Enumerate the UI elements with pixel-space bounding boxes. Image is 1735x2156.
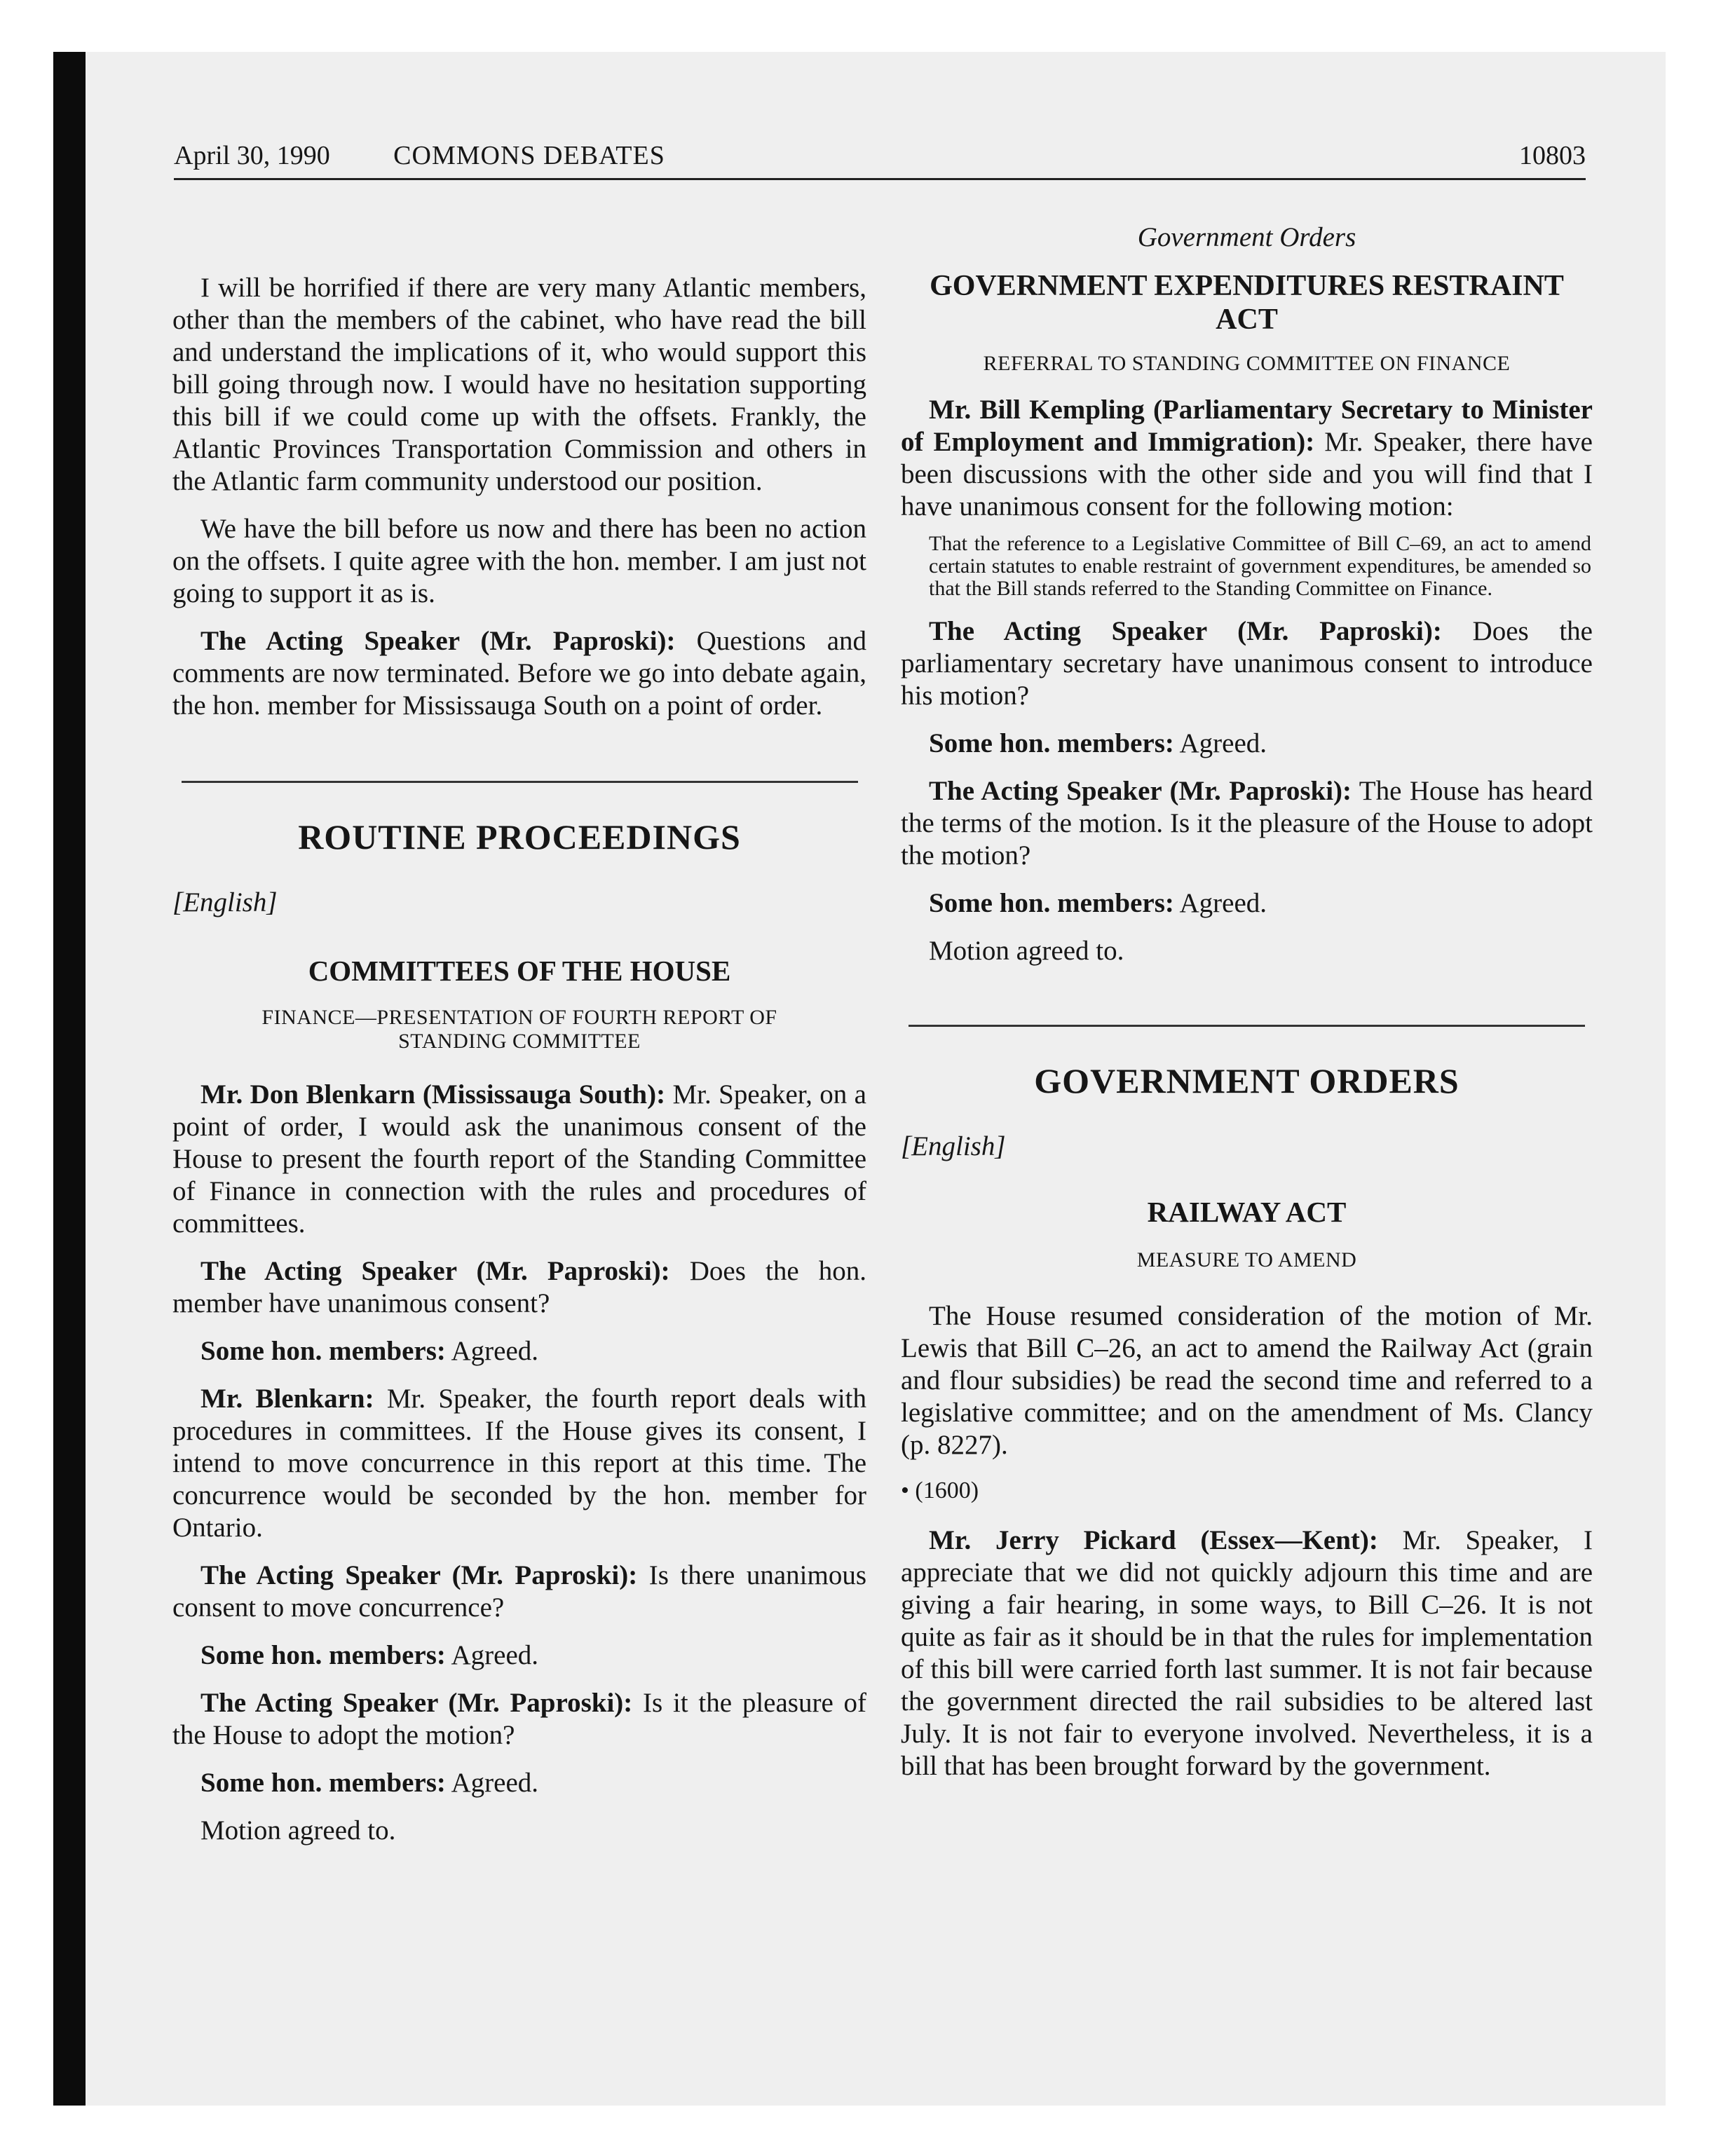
- paragraph: [172, 1639, 866, 1672]
- paragraph: [901, 615, 1593, 712]
- speech-text: Agreed.: [1173, 728, 1267, 758]
- binding-shadow: [53, 52, 86, 2106]
- speaker-name: Mr. Blenkarn:: [200, 1384, 374, 1414]
- speaker-name: The Acting Speaker (Mr. Paproski):: [200, 1560, 638, 1590]
- bill-title: GOVERNMENT EXPENDITURES RESTRAINT ACT: [930, 270, 1564, 336]
- speaker-name: Some hon. members:: [929, 728, 1174, 758]
- speech-text: Is it the pleasure of the House to adopt the motion?: [172, 1688, 866, 1750]
- language-tag: [English]: [901, 1131, 1006, 1161]
- speech-text: Mr. Speaker, I appreciate that we did not quickly adjourn this time and are giving a fair hearing, in some ways, to Bill C–26. It is not quite as fair as it should be in that the rules for implementation of this bill were carried forth last summer. It is not fair because the government directed the rail subsidies to be altered last July. It is not fair to everyone involved. Nevertheless, it is a bill that has been brought forward by the government.: [901, 1525, 1593, 1781]
- paragraph: [172, 1687, 866, 1752]
- speech-text: Agreed.: [445, 1336, 539, 1366]
- speech-text: Agreed.: [445, 1768, 539, 1798]
- paragraph: [172, 1335, 866, 1367]
- header-date: April 30, 1990: [174, 141, 330, 170]
- speaker-name: The Acting Speaker (Mr. Paproski):: [200, 626, 676, 656]
- section-divider: [182, 781, 858, 783]
- paragraph: [172, 1383, 866, 1544]
- speech-text: Is there unanimous consent to move concurrence?: [172, 1560, 867, 1623]
- left-column: [172, 216, 866, 1847]
- speaker-name: The Acting Speaker (Mr. Paproski):: [200, 1688, 633, 1718]
- section-title: GOVERNMENT ORDERS: [1034, 1061, 1460, 1100]
- paragraph: [172, 625, 866, 722]
- speaker-name: Some hon. members:: [200, 1336, 446, 1366]
- section-divider: [909, 1025, 1585, 1027]
- subsection-title: COMMITTEES OF THE HOUSE: [308, 955, 731, 987]
- speech-text: Questions and comments are now terminated. Before we go into debate again, the hon. member for Mississauga South on a point of order.: [172, 626, 866, 721]
- paragraph: [172, 1255, 866, 1320]
- paragraph: [172, 1560, 866, 1624]
- speaker-name: The Acting Speaker (Mr. Paproski):: [200, 1256, 670, 1286]
- timestamp: • (1600): [901, 1478, 979, 1503]
- speech-text: Mr. Speaker, there have been discussions with the other side and you will find that I have unanimous consent for the following motion:: [901, 427, 1593, 521]
- speech-text: Does the parliamentary secretary have unanimous consent to introduce his motion?: [901, 616, 1593, 711]
- speech-text: Mr. Speaker, on a point of order, I would ask the unanimous consent of the House to present the fourth report of the Standing Committee of Finance in connection with the rules and procedures of committees.: [172, 1079, 866, 1239]
- paragraph: [901, 728, 1593, 760]
- speaker-name: Mr. Don Blenkarn (Mississauga South):: [200, 1079, 666, 1110]
- speaker-name: The Acting Speaker (Mr. Paproski):: [929, 776, 1352, 806]
- running-head: Government Orders: [1137, 222, 1356, 252]
- speaker-name: Some hon. members:: [200, 1640, 446, 1670]
- paragraph: [901, 775, 1593, 872]
- motion-quote: That the reference to a Legislative Committee of Bill C–69, an act to amend certain statutes to enable restraint of government expenditures, be amended so that the Bill stands referred to the Standing Committee on Finance.: [929, 532, 1591, 600]
- speech-text: The House has heard the terms of the motion. Is it the pleasure of the House to adopt the motion?: [901, 776, 1593, 871]
- topic-heading: MEASURE TO AMEND: [1136, 1248, 1357, 1271]
- paragraph: [172, 1079, 866, 1240]
- topic-heading-line: STANDING COMMITTEE: [398, 1030, 641, 1053]
- speaker-name: Mr. Jerry Pickard (Essex—Kent):: [929, 1525, 1378, 1555]
- speech-text: Agreed.: [1173, 888, 1267, 918]
- paragraph: Motion agreed to.: [200, 1815, 396, 1845]
- paragraph: Motion agreed to.: [929, 936, 1124, 966]
- header-rule: [174, 178, 1586, 180]
- right-column: [901, 216, 1593, 1782]
- paragraph: We have the bill before us now and there has been no action on the offsets. I quite agree with the hon. member. I am just not going to support it as is.: [172, 514, 866, 608]
- subsection-title: RAILWAY ACT: [1147, 1196, 1347, 1228]
- speech-text: Does the hon. member have unanimous consent?: [172, 1256, 866, 1318]
- topic-heading: REFERRAL TO STANDING COMMITTEE ON FINANCE: [983, 352, 1511, 375]
- paragraph: The House resumed consideration of the motion of Mr. Lewis that Bill C–26, an act to amend the Railway Act (grain and flour subsidies) be read the second time and referred to a legislative committee; and on the amendment of Ms. Clancy (p. 8227).: [901, 1301, 1593, 1460]
- speech-text: Mr. Speaker, the fourth report deals with procedures in committees. If the House gives its consent, I intend to move concurrence in this report at this time. The concurrence would be seconded by the hon. member for Ontario.: [172, 1384, 866, 1543]
- paragraph: I will be horrified if there are very many Atlantic members, other than the members of the cabinet, who have read the bill and understand the implications of it, who would support this bill going through now. I would have no hesitation supporting this bill if we could come up with the offsets. Frankly, the Atlantic Provinces Transportation Commission and others in the Atlantic farm community understood our position.: [172, 273, 866, 496]
- speech-text: Agreed.: [445, 1640, 539, 1670]
- section-title: ROUTINE PROCEEDINGS: [298, 817, 741, 857]
- paragraph: [172, 1767, 866, 1799]
- speaker-name: Some hon. members:: [200, 1768, 446, 1798]
- paragraph: [901, 887, 1593, 920]
- topic-heading-line: FINANCE—PRESENTATION OF FOURTH REPORT OF: [261, 1006, 777, 1029]
- paragraph: [901, 1524, 1593, 1782]
- speaker-name: The Acting Speaker (Mr. Paproski):: [929, 616, 1442, 646]
- header-title: COMMONS DEBATES: [393, 141, 665, 170]
- speaker-name: Mr. Bill Kempling (Parliamentary Secretary to Minister of Employment and Immigration):: [901, 395, 1593, 457]
- language-tag: [English]: [172, 887, 278, 917]
- speaker-name: Some hon. members:: [929, 888, 1174, 918]
- header-page-number: 10803: [1519, 141, 1586, 170]
- paragraph: [901, 394, 1593, 523]
